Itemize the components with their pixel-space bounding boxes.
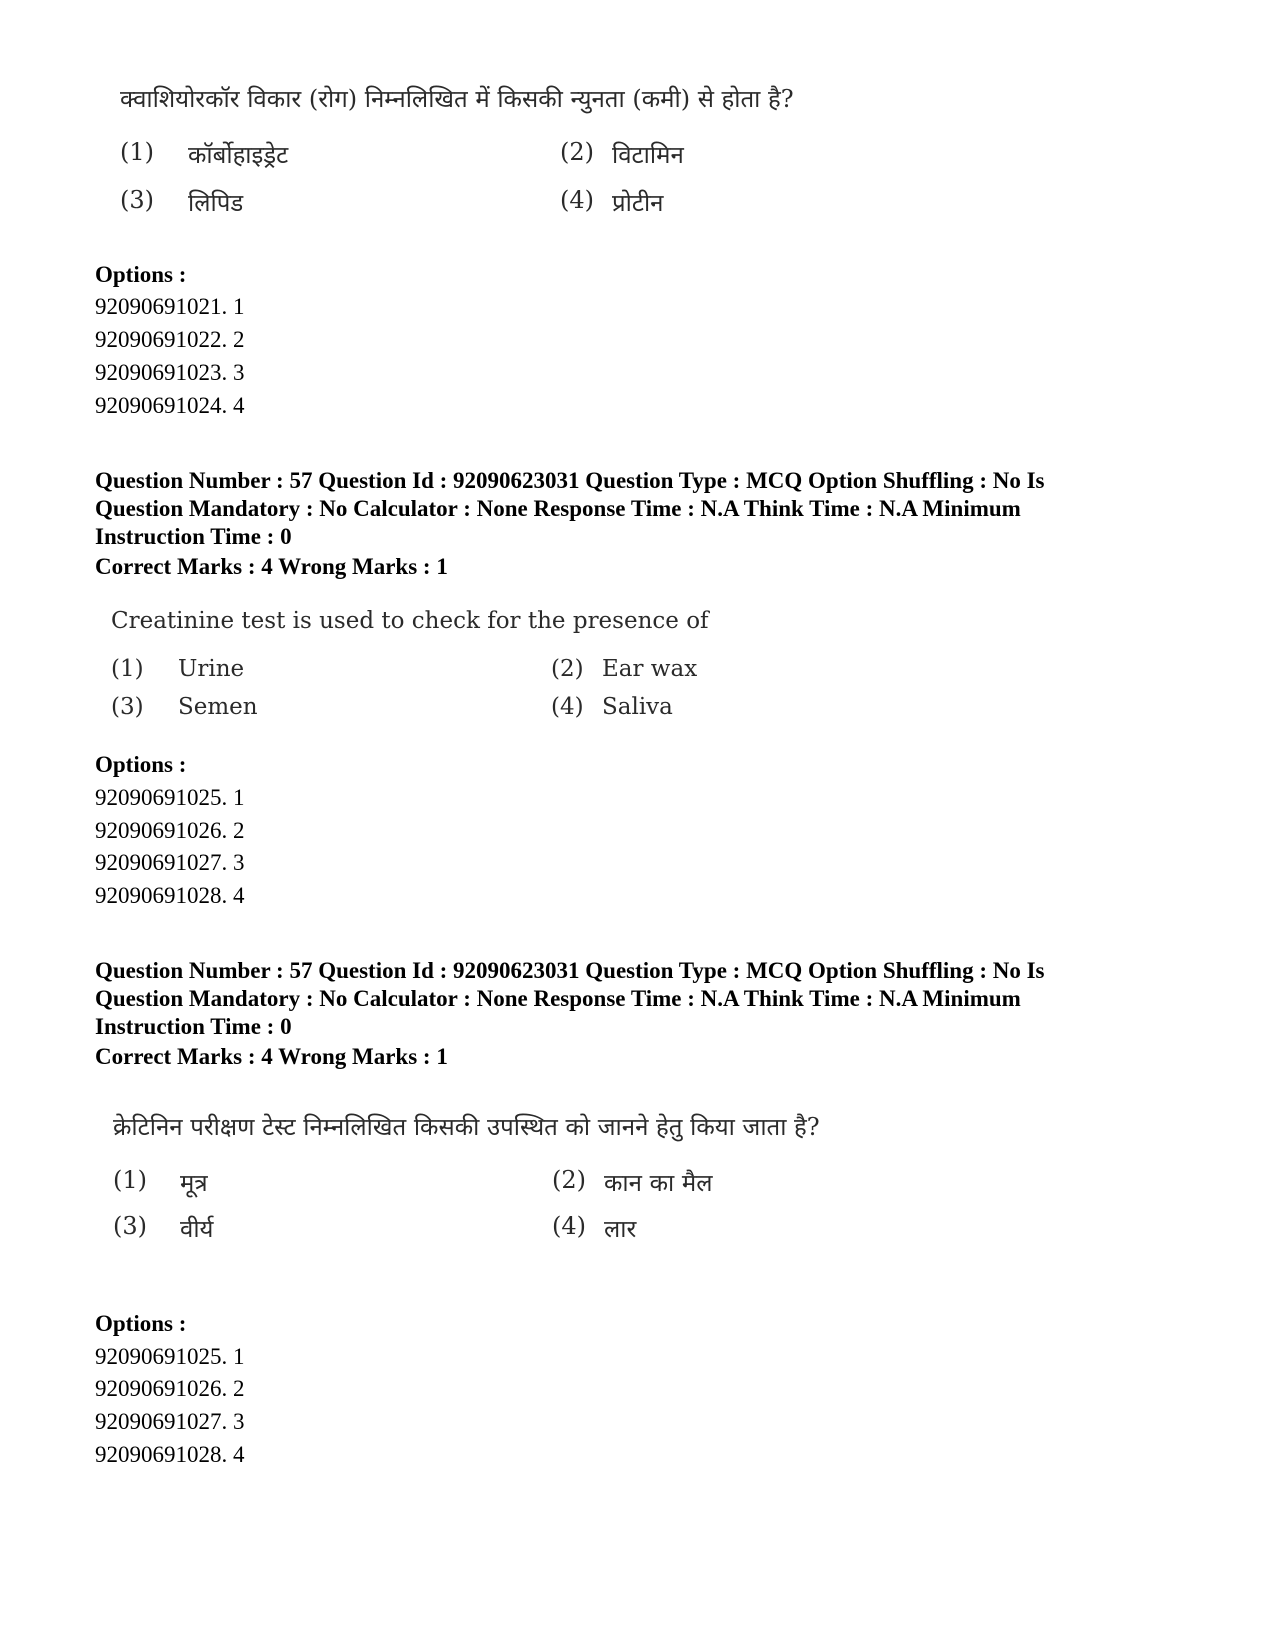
option-item: 92090691021. 1 <box>95 294 245 319</box>
choice-number: (2) <box>560 138 594 166</box>
choice-text: लिपिड <box>188 189 244 217</box>
options-heading: Options : <box>95 1311 187 1336</box>
option-item: 92090691027. 3 <box>95 850 245 875</box>
choice-text: Semen <box>178 694 258 720</box>
choice-number: (1) <box>120 138 154 166</box>
choice-text: कॉर्बोहाइड्रेट <box>188 141 289 169</box>
choice-text: वीर्य <box>180 1215 214 1243</box>
choice-number: (1) <box>113 1166 147 1194</box>
question-text: Creatinine test is used to check for the presence of <box>111 608 709 634</box>
choice-number: (4) <box>560 186 594 214</box>
choice-number: (1) <box>111 656 144 682</box>
option-item: 92090691025. 1 <box>95 1344 245 1369</box>
question-text: क्रेटिनिन परीक्षण टेस्ट निम्नलिखित किसकी उपस्थित को जानने हेतु किया जाता है? <box>113 1113 820 1141</box>
option-item: 92090691025. 1 <box>95 785 245 810</box>
meta-line: Question Number : 57 Question Id : 92090623031 Question Type : MCQ Option Shuffling : No Is <box>95 468 1045 493</box>
option-item: 92090691023. 3 <box>95 360 245 385</box>
choice-number: (3) <box>120 186 154 214</box>
choice-number: (4) <box>552 1212 586 1240</box>
meta-line: Instruction Time : 0 <box>95 524 292 549</box>
meta-line: Question Mandatory : No Calculator : None Response Time : N.A Think Time : N.A Minimum <box>95 986 1021 1011</box>
option-item: 92090691026. 2 <box>95 1376 245 1401</box>
meta-line: Question Number : 57 Question Id : 92090623031 Question Type : MCQ Option Shuffling : No Is <box>95 958 1045 983</box>
option-item: 92090691027. 3 <box>95 1409 245 1434</box>
choice-text: Ear wax <box>602 656 698 682</box>
choice-number: (3) <box>111 694 144 720</box>
options-heading: Options : <box>95 262 187 287</box>
choice-number: (2) <box>551 656 584 682</box>
option-item: 92090691028. 4 <box>95 883 245 908</box>
choice-text: मूत्र <box>180 1169 208 1197</box>
marks-line: Correct Marks : 4 Wrong Marks : 1 <box>95 554 448 579</box>
choice-number: (4) <box>551 694 584 720</box>
choice-text: कान का मैल <box>604 1169 713 1197</box>
choice-text: विटामिन <box>612 141 684 169</box>
question-meta <box>95 467 1045 551</box>
option-item: 92090691028. 4 <box>95 1442 245 1467</box>
marks-line: Correct Marks : 4 Wrong Marks : 1 <box>95 1044 448 1069</box>
meta-line: Instruction Time : 0 <box>95 1014 292 1039</box>
choice-number: (3) <box>113 1212 147 1240</box>
choice-text: Saliva <box>602 694 673 720</box>
option-item: 92090691026. 2 <box>95 818 245 843</box>
choice-number: (2) <box>552 1166 586 1194</box>
question-meta <box>95 957 1045 1041</box>
question-text: क्वाशियोरकॉर विकार (रोग) निम्नलिखित में किसकी न्युनता (कमी) से होता है? <box>120 85 794 113</box>
options-heading: Options : <box>95 752 187 777</box>
choice-text: प्रोटीन <box>612 189 664 217</box>
option-item: 92090691024. 4 <box>95 393 245 418</box>
choice-text: लार <box>604 1215 637 1243</box>
option-item: 92090691022. 2 <box>95 327 245 352</box>
choice-text: Urine <box>178 656 245 682</box>
meta-line: Question Mandatory : No Calculator : None Response Time : N.A Think Time : N.A Minimum <box>95 496 1021 521</box>
